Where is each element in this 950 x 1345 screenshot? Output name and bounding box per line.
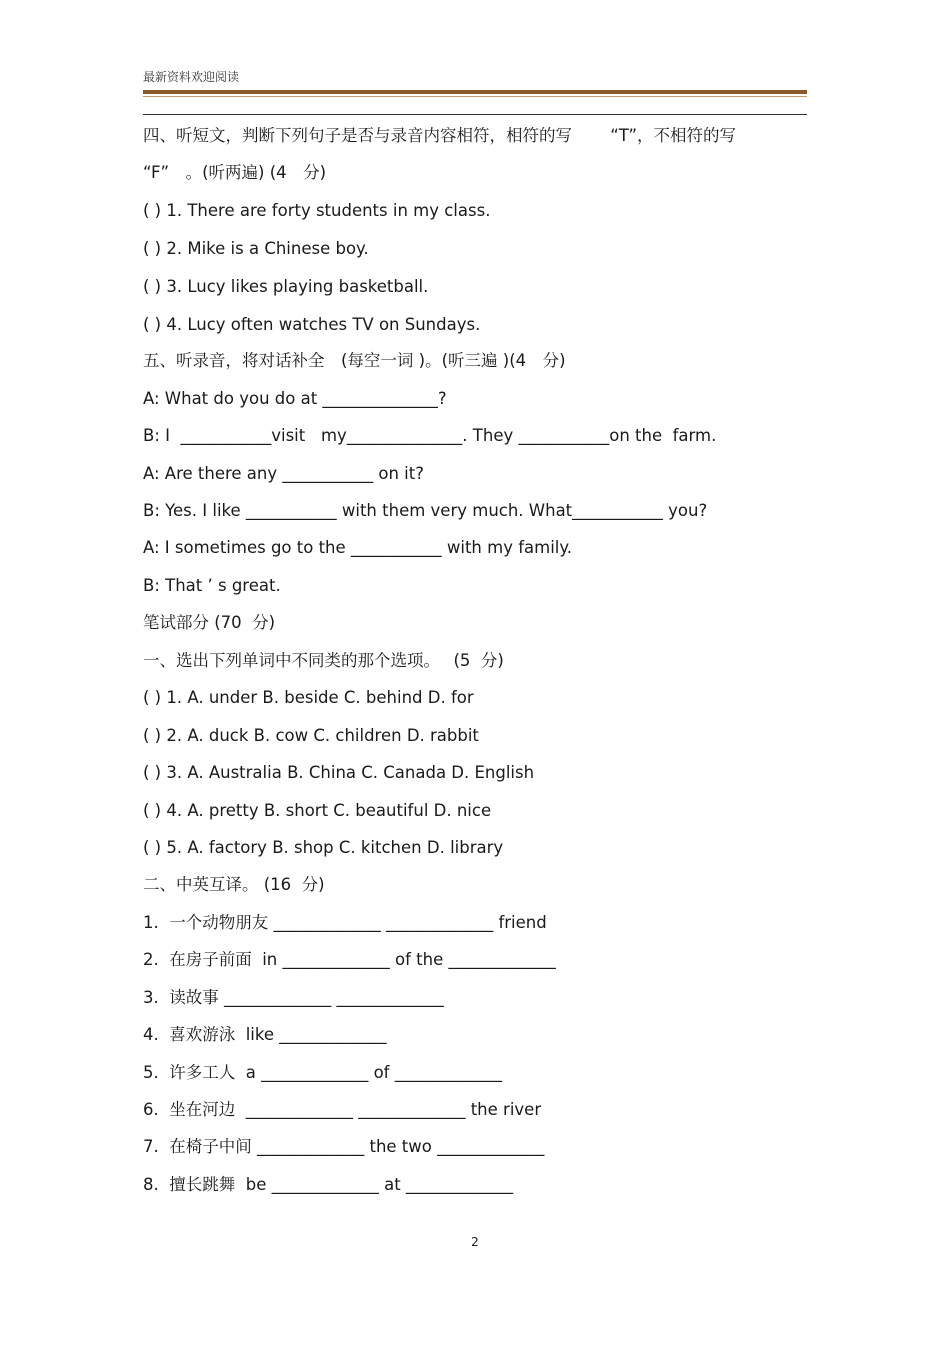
content-top-rule xyxy=(143,114,807,115)
question-line: ( ) 4. Lucy often watches TV on Sundays. xyxy=(143,315,481,334)
page-number: 2 xyxy=(471,1235,479,1249)
question-line: ( ) 2. A. duck B. cow C. children D. rabbit xyxy=(143,726,479,745)
section-4-instruction-cont: “F” 。(听两遍) (4 分) xyxy=(143,163,327,182)
question-line: ( ) 3. A. Australia B. China C. Canada D. English xyxy=(143,763,535,782)
section-4-instruction: 四、听短文，判断下列句子是否与录音内容相符，相符的写 “T”，不相符的写 xyxy=(143,126,737,145)
header-rule-thin xyxy=(143,96,807,97)
header-rule-thick xyxy=(143,90,807,94)
translation-item: 8. 擅长跳舞 be _____________ at _____________ xyxy=(143,1175,514,1194)
question-line: ( ) 4. A. pretty B. short C. beautiful D. nice xyxy=(143,801,492,820)
translation-item: 5. 许多工人 a _____________ of _____________ xyxy=(143,1063,502,1082)
dialogue-line: B: Yes. I like ___________ with them very much. What___________ you? xyxy=(143,501,708,520)
translation-item: 2. 在房子前面 in _____________ of the _____________ xyxy=(143,950,556,969)
dialogue-line: A: I sometimes go to the ___________ with my family. xyxy=(143,538,573,557)
translation-item: 6. 坐在河边 _____________ _____________ the river xyxy=(143,1100,542,1119)
question-line: ( ) 1. There are forty students in my class. xyxy=(143,201,491,220)
question-line: ( ) 2. Mike is a Chinese boy. xyxy=(143,239,369,258)
dialogue-line: B: I ___________visit my______________. They ___________on the farm. xyxy=(143,426,717,445)
header-text: 最新资料欢迎阅读 xyxy=(143,70,240,84)
translation-item: 7. 在椅子中间 _____________ the two _____________ xyxy=(143,1137,545,1156)
dialogue-line: A: What do you do at ______________? xyxy=(143,389,447,408)
question-line: ( ) 1. A. under B. beside C. behind D. for xyxy=(143,688,474,707)
dialogue-line: A: Are there any ___________ on it? xyxy=(143,464,424,483)
section-1-instruction: 一、选出下列单词中不同类的那个选项。 (5 分) xyxy=(143,651,504,670)
translation-item: 4. 喜欢游泳 like _____________ xyxy=(143,1025,387,1044)
dialogue-line: B: That ’ s great. xyxy=(143,576,281,595)
written-part-heading: 笔试部分 (70 分) xyxy=(143,613,276,632)
question-line: ( ) 5. A. factory B. shop C. kitchen D. library xyxy=(143,838,504,857)
translation-item: 3. 读故事 _____________ _____________ xyxy=(143,988,444,1007)
question-line: ( ) 3. Lucy likes playing basketball. xyxy=(143,277,429,296)
section-5-instruction: 五、听录音，将对话补全 (每空一词 )。(听三遍 )(4 分) xyxy=(143,351,566,370)
section-2-instruction: 二、中英互译。 (16 分) xyxy=(143,875,325,894)
translation-item: 1. 一个动物朋友 _____________ _____________ friend xyxy=(143,913,547,932)
